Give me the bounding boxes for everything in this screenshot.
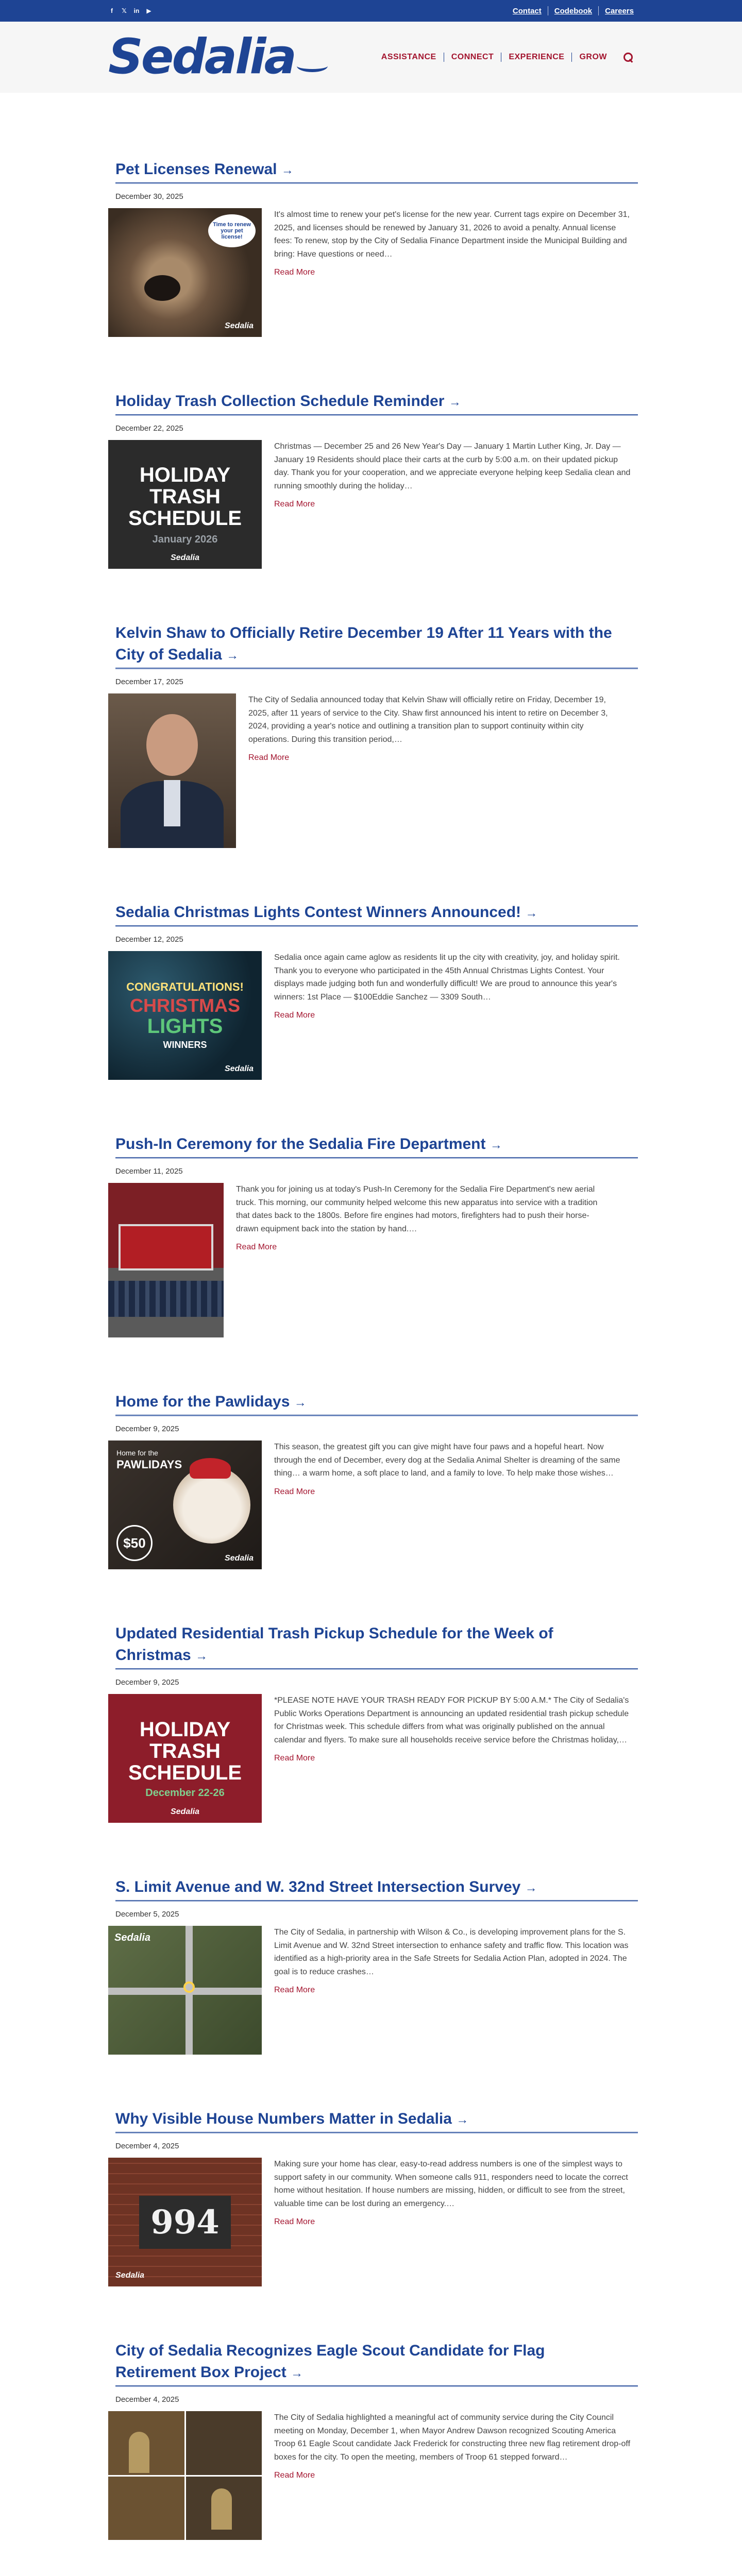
thumbnail-text: Home for the — [116, 1449, 158, 1457]
thumbnail-subtext: December 22-26 — [145, 1787, 225, 1799]
post-thumbnail[interactable] — [108, 440, 262, 569]
house-number: 994 — [150, 2202, 220, 2242]
post-thumbnail[interactable] — [108, 1440, 262, 1569]
read-more-link[interactable]: Read More — [274, 1986, 315, 1995]
title-rule — [115, 182, 638, 184]
speech-bubble: Time to renew your pet license! — [208, 214, 256, 247]
read-more-link[interactable]: Read More — [274, 500, 315, 509]
post-date: December 11, 2025 — [115, 1167, 183, 1176]
post-thumbnail[interactable] — [108, 693, 236, 848]
post-date: December 17, 2025 — [115, 677, 183, 686]
search-icon[interactable] — [622, 52, 634, 63]
youtube-icon[interactable]: ▶ — [146, 7, 151, 14]
post-title[interactable]: City of Sedalia Recognizes Eagle Scout Candidate for Flag Retirement Box Project → — [115, 2342, 545, 2381]
scout-figure — [211, 2488, 232, 2530]
logo-wordmark: Sedalia — [108, 29, 295, 85]
thumbnail-logo: Sedalia — [115, 2271, 145, 2280]
portrait-head — [146, 714, 198, 776]
thumbnail-text: PAWLIDAYS — [116, 1458, 182, 1471]
crowd — [108, 1281, 224, 1317]
post-date: December 12, 2025 — [115, 935, 183, 944]
sedalia-logo[interactable] — [108, 29, 328, 85]
post-date: December 5, 2025 — [115, 1910, 179, 1919]
fire-truck — [119, 1224, 213, 1270]
title-rule — [115, 1415, 638, 1416]
thumbnail-logo: Sedalia — [114, 1932, 151, 1943]
post-thumbnail[interactable] — [108, 1183, 224, 1337]
post-thumbnail[interactable] — [108, 951, 262, 1080]
portrait-shirt — [164, 780, 180, 826]
careers-link[interactable]: Careers — [605, 6, 634, 15]
contact-link[interactable]: Contact — [512, 6, 542, 15]
news-post — [108, 391, 634, 569]
post-thumbnail[interactable] — [108, 208, 262, 337]
post-date: December 30, 2025 — [115, 192, 183, 201]
post-date: December 9, 2025 — [115, 1678, 179, 1687]
post-title[interactable]: Updated Residential Trash Pickup Schedule for the Week of Christmas → — [115, 1625, 553, 1664]
title-rule — [115, 668, 638, 669]
thumbnail-subtext: January 2026 — [152, 533, 218, 545]
news-post — [108, 1391, 634, 1569]
title-rule — [115, 925, 638, 927]
nav-connect[interactable]: CONNECT — [444, 53, 502, 62]
facebook-icon[interactable]: f — [111, 7, 113, 14]
thumbnail-text: HOLIDAY — [139, 463, 231, 486]
news-post — [108, 622, 634, 848]
post-title[interactable]: S. Limit Avenue and W. 32nd Street Intersection Survey → — [115, 1878, 537, 1895]
thumbnail-logo: Sedalia — [224, 321, 254, 330]
post-title[interactable]: Sedalia Christmas Lights Contest Winners Announced! → — [115, 904, 538, 921]
post-excerpt: Thank you for joining us at today's Push-In Ceremony for the Sedalia Fire Department's new aerial truck. This morning, our community helped welcome this new apparatus into service with a tradition that dates back to the 1800s. Before fire engines had motors, firefighters had to push their horse-drawn equipment back into the station by hand.… — [236, 1185, 598, 1233]
read-more-link[interactable]: Read More — [274, 2217, 315, 2227]
read-more-link[interactable]: Read More — [274, 1754, 315, 1763]
post-excerpt: *PLEASE NOTE HAVE YOUR TRASH READY FOR PICKUP BY 5:00 A.M.* The City of Sedalia's Public Works Operations Department is announcing an updated residential trash pickup schedule for Christmas week. This schedule differs from what was originally published on the annual calendar and flyers. To make sure all households receive service before the Christmas holiday,… — [274, 1696, 629, 1744]
post-thumbnail[interactable] — [108, 2158, 262, 2286]
news-post — [108, 2108, 634, 2286]
codebook-link[interactable]: Codebook — [554, 6, 593, 15]
news-post — [108, 1876, 634, 2055]
pagination — [108, 2540, 634, 2576]
post-excerpt: Christmas — December 25 and 26 New Year's Day — January 1 Martin Luther King, Jr. Day — January 19 Residents should place their carts at the curb by 5:00 a.m. on their updated pickup day. Thank you for your cooperation, and we appreciate everyone helping keep Sedalia clean and running smoothly during the holiday… — [274, 442, 631, 490]
thumbnail-text: CONGRATULATIONS! — [126, 980, 244, 994]
post-title[interactable]: Home for the Pawlidays → — [115, 1393, 307, 1410]
thumbnail-logo: Sedalia — [170, 553, 200, 563]
thumbnail-text: LIGHTS — [147, 1015, 223, 1038]
utility-bar — [0, 0, 742, 22]
thumbnail-text: CHRISTMAS — [130, 995, 240, 1016]
post-thumbnail[interactable] — [108, 1694, 262, 1823]
post-excerpt: The City of Sedalia, in partnership with Wilson & Co., is developing improvement plans for the S. Limit Avenue and W. 32nd Street intersection to enhance safety and traffic flow. This location was identified as a high-priority area in the Safe Streets for Sedalia Action Plan, adopted in 2024. The goal is to reduce crashes… — [274, 1928, 629, 1976]
title-rule — [115, 1157, 638, 1159]
news-post — [108, 159, 634, 337]
thumbnail-logo: Sedalia — [224, 1064, 254, 1074]
post-thumbnail[interactable] — [108, 1926, 262, 2055]
post-title[interactable]: Push-In Ceremony for the Sedalia Fire Department → — [115, 1136, 502, 1153]
nav-experience[interactable]: EXPERIENCE — [501, 53, 572, 62]
nav-assistance[interactable]: ASSISTANCE — [374, 53, 444, 62]
post-excerpt: This season, the greatest gift you can give might have four paws and a hopeful heart. Now through the end of December, every dog at the Sedalia Animal Shelter is dreaming of the same thing… a warm home, a soft place to land, and a family to love. To help make those wishes… — [274, 1443, 620, 1478]
post-title[interactable]: Kelvin Shaw to Officially Retire December 19 After 11 Years with the City of Sedalia → — [115, 624, 612, 663]
main-nav — [374, 52, 634, 63]
post-thumbnail[interactable] — [108, 2411, 262, 2540]
post-title[interactable]: Holiday Trash Collection Schedule Reminder → — [115, 393, 461, 410]
photo-grid-divider — [184, 2411, 186, 2540]
post-excerpt: Making sure your home has clear, easy-to-read address numbers is one of the simplest ways to support safety in our community. When someone calls 911, responders need to locate the correct home without hesitation. If house numbers are missing, hidden, or difficult to see from the street, valuable time can be lost during an emergency.… — [274, 2160, 628, 2208]
logo-swash — [297, 60, 328, 72]
read-more-link[interactable]: Read More — [274, 268, 315, 277]
thumbnail-text: SCHEDULE — [128, 1761, 242, 1784]
read-more-link[interactable]: Read More — [274, 2471, 315, 2480]
read-more-link[interactable]: Read More — [236, 1243, 277, 1252]
read-more-link[interactable]: Read More — [248, 753, 290, 762]
title-rule — [115, 1668, 638, 1670]
news-post — [108, 902, 634, 1080]
news-list — [108, 93, 634, 2540]
location-marker — [183, 1981, 195, 1993]
news-post — [108, 1133, 634, 1337]
title-rule — [115, 2385, 638, 2387]
post-excerpt: Sedalia once again came aglow as residents lit up the city with creativity, joy, and holiday spirit. Thank you to everyone who participated in the 45th Annual Christmas Lights Contest. Your displays made judging both fun and wonderfully difficult! We are proud to announce this year's winners: 1st Place — $100Eddie Sanchez — 3309 South… — [274, 953, 620, 1002]
site-header — [0, 22, 742, 93]
thumbnail-text: HOLIDAY — [139, 1718, 231, 1741]
scout-figure — [129, 2432, 149, 2473]
thumbnail-subtext: $50 — [116, 1525, 153, 1561]
post-excerpt: The City of Sedalia announced today that Kelvin Shaw will officially retire on Friday, December 19, 2025, after 11 years of service to the City. Shaw first announced his intent to retire on December 3, 2024, providing a year's notice and outlining a transition plan to support continuity within city operations. During this transition period,… — [248, 696, 608, 744]
thumbnail-text: TRASH — [149, 485, 221, 508]
title-rule — [115, 414, 638, 416]
thumbnail-logo: Sedalia — [224, 1554, 254, 1563]
utility-links — [513, 6, 634, 15]
read-more-link[interactable]: Read More — [274, 1487, 315, 1496]
news-post — [108, 1623, 634, 1823]
social-links — [108, 7, 153, 14]
thumbnail-logo: Sedalia — [170, 1807, 200, 1817]
santa-hat — [190, 1458, 231, 1479]
house-number-plate — [139, 2196, 231, 2249]
post-date: December 4, 2025 — [115, 2395, 179, 2404]
linkedin-icon[interactable]: in — [133, 7, 140, 14]
post-title[interactable]: Why Visible House Numbers Matter in Sedalia → — [115, 2110, 469, 2127]
post-title[interactable]: Pet Licenses Renewal → — [115, 161, 294, 178]
post-date: December 4, 2025 — [115, 2142, 179, 2150]
post-excerpt: The City of Sedalia highlighted a meaningful act of community service during the City Council meeting on Monday, December 1, when Mayor Andrew Dawson recognized Scouting America Troop 61 Eagle Scout candidate Jack Frederick for constructing three new flag retirement drop-off boxes for the city. To open the meeting, members of Troop 61 stepped forward… — [274, 2413, 631, 2462]
title-rule — [115, 2132, 638, 2133]
news-post — [108, 2340, 634, 2540]
thumbnail-text: SCHEDULE — [128, 506, 242, 530]
thumbnail-text: TRASH — [149, 1739, 221, 1762]
nav-grow[interactable]: GROW — [579, 53, 607, 61]
title-rule — [115, 1900, 638, 1902]
read-more-link[interactable]: Read More — [274, 1011, 315, 1020]
post-date: December 22, 2025 — [115, 424, 183, 433]
dog-nose — [144, 275, 180, 301]
twitter-icon[interactable]: 𝕏 — [122, 7, 127, 14]
post-date: December 9, 2025 — [115, 1425, 179, 1433]
thumbnail-subtext: WINNERS — [163, 1040, 207, 1050]
post-excerpt: It's almost time to renew your pet's license for the new year. Current tags expire on December 31, 2025, and licenses should be renewed by January 31, 2026 to avoid a penalty. Annual license fees: To renew, stop by the City of Sedalia Finance Department inside the Municipal Building and bring: Have questions or need… — [274, 210, 630, 259]
divider — [598, 6, 599, 15]
